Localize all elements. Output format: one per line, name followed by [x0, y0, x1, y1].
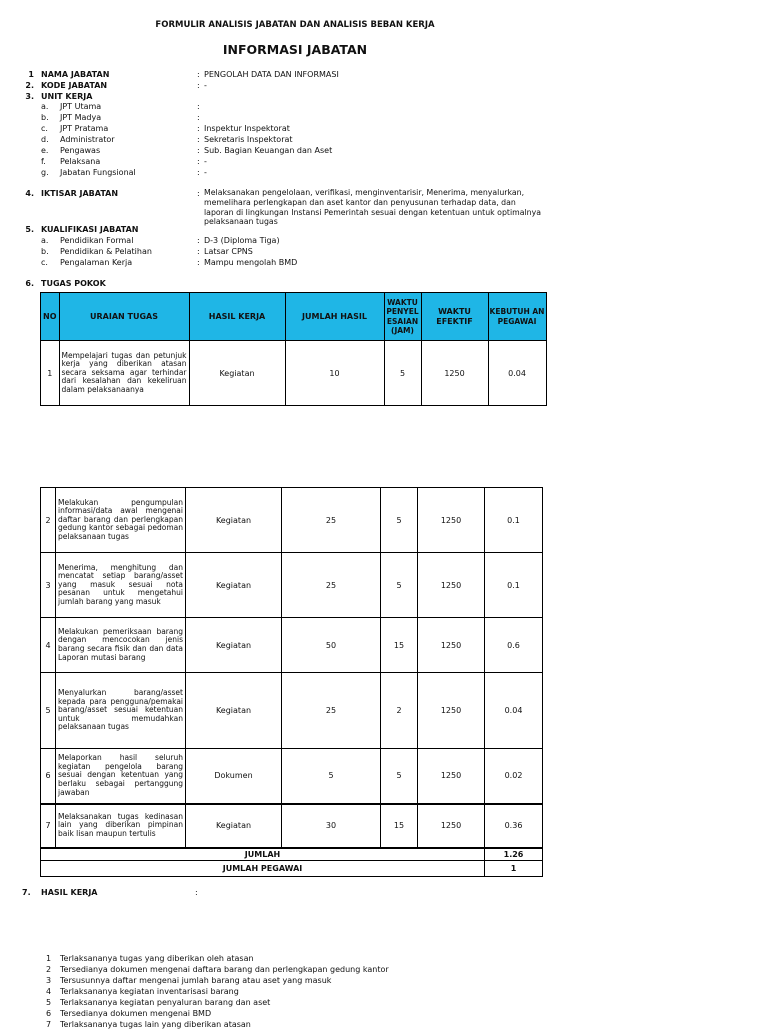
separator: : — [197, 113, 200, 122]
list-item-number: 3 — [46, 976, 52, 985]
col-header-no: NO — [41, 293, 60, 341]
kualifikasi-item-value: Mampu mengolah BMD — [204, 258, 298, 267]
list-item-text: Terlaksananya tugas lain yang diberikan atasan — [60, 1020, 251, 1029]
unit-letter: c. — [41, 124, 48, 133]
ikhtisar-line: Melaksanakan pengelolaan, verifikasi, menginventarisir, Menerima, menyalurkan, — [204, 188, 525, 197]
row-hasil: Kegiatan — [186, 673, 282, 749]
separator: : — [197, 258, 200, 267]
separator: : — [197, 157, 200, 166]
list-item-number: 4 — [46, 987, 52, 996]
table-row — [41, 341, 547, 406]
ikhtisar-text — [204, 188, 541, 227]
row-uraian: Melakukan pengumpulan informasi/data awal mengenai daftar barang dan perlengkapan gedung kantor sebagai pedoman pelaksanaan tugas — [56, 488, 186, 553]
separator: : — [197, 189, 200, 198]
unit-letter: a. — [41, 102, 49, 111]
row-uraian: Menyalurkan barang/asset kepada para pengguna/pemakai barang/asset sesuai ketentuan untuk memudahkan pelaksanaan tugas — [56, 673, 186, 749]
row-no: 6 — [41, 749, 56, 804]
unit-letter: d. — [41, 135, 49, 144]
page-title: INFORMASI JABATAN — [222, 42, 368, 57]
row-kebutuhan: 0.1 — [485, 553, 543, 618]
unit-label: JPT Utama — [60, 102, 102, 111]
row-jumlah: 25 — [282, 488, 381, 553]
row-efektif: 1250 — [421, 341, 488, 406]
list-item — [46, 1019, 389, 1030]
row-waktu: 5 — [384, 341, 421, 406]
item-number: 5. — [25, 225, 34, 234]
row-hasil: Dokumen — [186, 749, 282, 804]
separator: : — [197, 102, 200, 111]
unit-value: Sekretaris Inspektorat — [204, 135, 293, 144]
row-efektif: 1250 — [418, 553, 485, 618]
separator: : — [197, 247, 200, 256]
kualifikasi-letter: a. — [41, 236, 49, 245]
jumlah-value: 1.26 — [485, 848, 543, 861]
unit-letter: f. — [41, 157, 46, 166]
jumlah-row — [41, 848, 543, 861]
row-efektif: 1250 — [418, 618, 485, 673]
row-kebutuhan: 0.6 — [485, 618, 543, 673]
row-no: 3 — [41, 553, 56, 618]
form-title: FORMULIR ANALISIS JABATAN DAN ANALISIS BEBAN KERJA — [155, 20, 435, 30]
ikhtisar-line: laporan di lingkungan Instansi Pemerintah sesuai dengan ketentuan untuk optimalnya — [204, 207, 541, 217]
unit-label: Administrator — [60, 135, 115, 144]
row-kebutuhan: 0.04 — [488, 341, 546, 406]
list-item-text: Tersedianya dokumen mengenai BMD — [60, 1009, 212, 1018]
list-item-number: 7 — [46, 1020, 52, 1029]
item-number: 7. — [22, 888, 31, 897]
unit-letter: e. — [41, 146, 49, 155]
jumlah-pegawai-value: 1 — [485, 860, 543, 876]
row-kebutuhan: 0.04 — [485, 673, 543, 749]
kode-jabatan-label: KODE JABATAN — [41, 81, 108, 90]
item-number: 3. — [25, 92, 34, 101]
unit-kerja-label: UNIT KERJA — [41, 92, 93, 101]
row-kebutuhan: 0.1 — [485, 488, 543, 553]
kualifikasi-letter: c. — [41, 258, 48, 267]
list-item — [46, 953, 389, 964]
row-efektif: 1250 — [418, 804, 485, 848]
item-number: 2. — [25, 81, 34, 90]
table-row — [41, 553, 543, 618]
row-hasil: Kegiatan — [186, 804, 282, 848]
unit-value: Inspektur Inspektorat — [204, 124, 290, 133]
row-jumlah: 25 — [282, 673, 381, 749]
item-number: 1 — [28, 70, 34, 79]
kualifikasi-label: KUALIFIKASI JABATAN — [41, 225, 139, 234]
separator: : — [197, 146, 200, 155]
kualifikasi-item-label: Pendidikan Formal — [60, 236, 134, 245]
tugas-table-header-part — [40, 292, 547, 406]
unit-label: Pelaksana — [60, 157, 101, 166]
list-item-text: Tersusunnya daftar mengenai jumlah barang atau aset yang masuk — [60, 976, 332, 985]
table-row — [41, 618, 543, 673]
list-item — [46, 975, 389, 986]
table-row — [41, 673, 543, 749]
ikhtisar-label: IKTISAR JABATAN — [41, 189, 119, 198]
list-item-text: Terlaksananya tugas yang diberikan oleh atasan — [60, 954, 254, 963]
list-item — [46, 1008, 389, 1019]
row-waktu: 2 — [381, 673, 418, 749]
kualifikasi-item-label: Pendidikan & Pelatihan — [60, 247, 152, 256]
row-jumlah: 50 — [282, 618, 381, 673]
unit-label: JPT Madya — [60, 113, 102, 122]
separator: : — [197, 124, 200, 133]
ikhtisar-line: memelihara perlengkapan dan aset kantor dan penyusunan terhadap data, dan — [204, 197, 516, 207]
list-item-number: 5 — [46, 998, 52, 1007]
row-uraian: Melaporkan hasil seluruh kegiatan pengelola barang sesuai dengan ketentuan yang berlaku sebagai pertanggung jawaban — [56, 749, 186, 804]
row-waktu: 5 — [381, 488, 418, 553]
separator: : — [197, 81, 200, 90]
col-header-waktu-penyelesaian: WAKTU PENYEL ESAIAN (JAM) — [384, 293, 421, 341]
row-no: 7 — [41, 804, 56, 848]
row-no: 5 — [41, 673, 56, 749]
tugas-table-continued — [40, 487, 543, 877]
kode-jabatan-value: - — [204, 81, 207, 90]
nama-jabatan-value: PENGOLAH DATA DAN INFORMASI — [204, 70, 339, 79]
row-no: 2 — [41, 488, 56, 553]
item-number: 6. — [25, 279, 34, 288]
separator: : — [197, 70, 200, 79]
row-hasil: Kegiatan — [186, 488, 282, 553]
list-item — [46, 997, 389, 1008]
row-hasil: Kegiatan — [186, 553, 282, 618]
row-hasil: Kegiatan — [189, 341, 285, 406]
kualifikasi-item-value: Latsar CPNS — [204, 247, 253, 256]
list-item-number: 2 — [46, 965, 52, 974]
unit-label: Jabatan Fungsional — [60, 168, 136, 177]
jumlah-pegawai-label: JUMLAH PEGAWAI — [41, 860, 485, 876]
table-header-row — [41, 293, 547, 341]
unit-letter: g. — [41, 168, 49, 177]
unit-letter: b. — [41, 113, 49, 122]
item-number: 4. — [25, 189, 34, 198]
jumlah-pegawai-row — [41, 860, 543, 876]
col-header-jumlah: JUMLAH HASIL — [285, 293, 384, 341]
table-row — [41, 749, 543, 804]
row-waktu: 15 — [381, 804, 418, 848]
unit-value: Sub. Bagian Keuangan dan Aset — [204, 146, 333, 155]
list-item-number: 1 — [46, 954, 52, 963]
hasil-kerja-list — [46, 953, 389, 1030]
tugas-pokok-label: TUGAS POKOK — [41, 279, 106, 288]
row-efektif: 1250 — [418, 673, 485, 749]
kualifikasi-letter: b. — [41, 247, 49, 256]
col-header-kebutuhan: KEBUTUH AN PEGAWAI — [488, 293, 546, 341]
list-item-text: Tersedianya dokumen mengenai daftara barang dan perlengkapan gedung kantor — [60, 965, 389, 974]
separator: : — [195, 888, 198, 897]
row-jumlah: 5 — [282, 749, 381, 804]
row-efektif: 1250 — [418, 488, 485, 553]
col-header-uraian: URAIAN TUGAS — [59, 293, 189, 341]
ikhtisar-line: pelaksanaan tugas — [204, 217, 278, 227]
col-header-hasil: HASIL KERJA — [189, 293, 285, 341]
kualifikasi-item-label: Pengalaman Kerja — [60, 258, 133, 267]
nama-jabatan-label: NAMA JABATAN — [41, 70, 110, 79]
table-row — [41, 488, 543, 553]
row-hasil: Kegiatan — [186, 618, 282, 673]
row-uraian: Menerima, menghitung dan mencatat setiap barang/asset yang masuk sesuai nota pesanan untuk mengetahui jumlah barang yang masuk — [56, 553, 186, 618]
separator: : — [197, 135, 200, 144]
table-row — [41, 804, 543, 848]
row-efektif: 1250 — [418, 749, 485, 804]
row-jumlah: 30 — [282, 804, 381, 848]
list-item-number: 6 — [46, 1009, 52, 1018]
separator: : — [197, 168, 200, 177]
hasil-kerja-label: HASIL KERJA — [41, 888, 98, 897]
row-kebutuhan: 0.36 — [485, 804, 543, 848]
list-item-text: Terlaksananya kegiatan inventarisasi barang — [60, 987, 239, 996]
unit-value: - — [204, 168, 207, 177]
kualifikasi-item-value: D-3 (Diploma Tiga) — [204, 236, 280, 245]
jumlah-label: JUMLAH — [41, 848, 485, 861]
row-uraian: Mempelajari tugas dan petunjuk kerja yang diberikan atasan secara seksama agar terhindar dari kesalahan dan kekeliruan dalam pelaksanaanya — [59, 341, 189, 406]
list-item — [46, 964, 389, 975]
row-jumlah: 25 — [282, 553, 381, 618]
row-waktu: 5 — [381, 553, 418, 618]
row-no: 1 — [41, 341, 60, 406]
row-uraian: Melaksanakan tugas kedinasan lain yang diberikan pimpinan baik lisan maupun tertulis — [56, 804, 186, 848]
list-item — [46, 986, 389, 997]
row-uraian: Melakukan pemeriksaan barang dengan mencocokan jenis barang secara fisik dan dan data Laporan mutasi barang — [56, 618, 186, 673]
row-kebutuhan: 0.02 — [485, 749, 543, 804]
unit-label: Pengawas — [60, 146, 101, 155]
row-waktu: 5 — [381, 749, 418, 804]
row-waktu: 15 — [381, 618, 418, 673]
unit-label: JPT Pratama — [60, 124, 109, 133]
list-item-text: Terlaksananya kegiatan penyaluran barang dan aset — [60, 998, 271, 1007]
unit-value: - — [204, 157, 207, 166]
row-no: 4 — [41, 618, 56, 673]
row-jumlah: 10 — [285, 341, 384, 406]
col-header-waktu-efektif: WAKTU EFEKTIF — [421, 293, 488, 341]
separator: : — [197, 236, 200, 245]
